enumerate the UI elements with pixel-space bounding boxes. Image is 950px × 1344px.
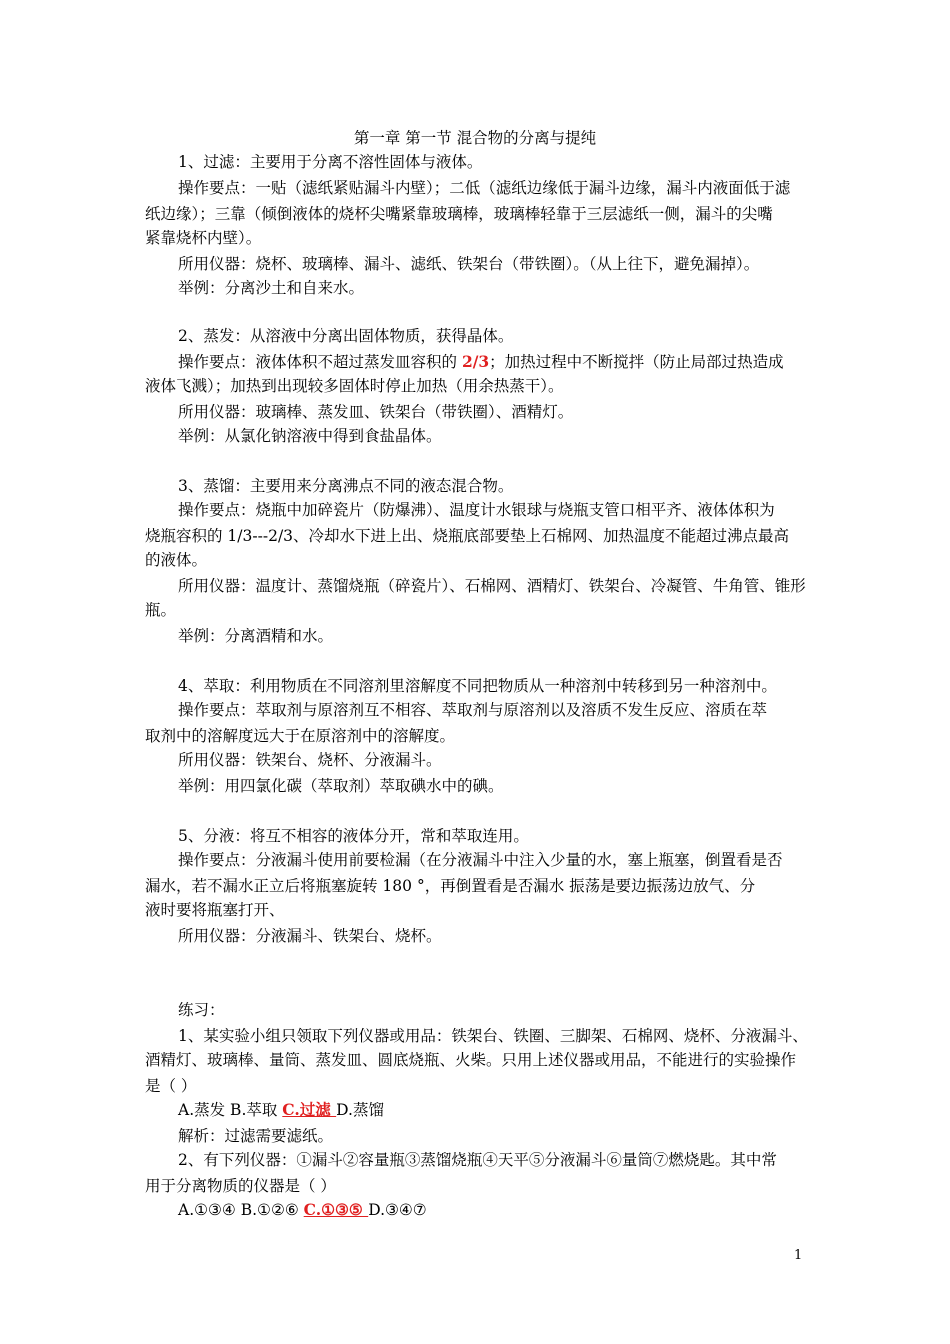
text-line: 举例：分离酒精和水。 <box>178 627 334 645</box>
text-line: 液时要将瓶塞打开、 <box>145 901 285 919</box>
text-line: 所用仪器：烧杯、玻璃棒、漏斗、滤纸、铁架台（带铁圈）。（从上往下，避免漏掉）。 <box>178 255 760 273</box>
text-line: 液体飞溅）；加热到出现较多固体时停止加热（用余热蒸干）。 <box>145 377 564 395</box>
text-segment: 操作要点：液体体积不超过蒸发皿容积的 <box>178 353 462 371</box>
text-line: 是（ ） <box>145 1077 197 1095</box>
text-line <box>178 352 784 372</box>
text-line: 3、蒸馏：主要用来分离沸点不同的液态混合物。 <box>178 477 514 495</box>
text-line: 用于分离物质的仪器是（ ） <box>145 1177 336 1195</box>
text-line: 酒精灯、玻璃棒、量筒、蒸发皿、圆底烧瓶、火柴。只用上述仪器或用品，不能进行的实验操作 <box>145 1051 797 1069</box>
text-line: 练习： <box>178 1001 225 1019</box>
text-line: 1、过滤：主要用于分离不溶性固体与液体。 <box>178 153 483 171</box>
text-line: 烧瓶容积的 1/3---2/3、冷却水下进上出、烧瓶底部要垫上石棉网、加热温度不能超过沸点最高 <box>145 527 790 545</box>
text-line: 操作要点：分液漏斗使用前要检漏（在分液漏斗中注入少量的水，塞上瓶塞，倒置看是否 <box>178 851 783 869</box>
text-line: 操作要点：一贴（滤纸紧贴漏斗内壁）；二低（滤纸边缘低于漏斗边缘，漏斗内液面低于滤 <box>178 179 791 197</box>
text-line: 举例：用四氯化碳（萃取剂）萃取碘水中的碘。 <box>178 777 504 795</box>
text-line: 漏水，若不漏水正立后将瓶塞旋转 180 °，再倒置看是否漏水 振荡是要边振荡边放气、分 <box>145 877 756 895</box>
text-line: 所用仪器：温度计、蒸馏烧瓶（碎瓷片）、石棉网、酒精灯、铁架台、冷凝管、牛角管、锥形 <box>178 577 806 595</box>
text-line: 举例：分离沙土和自来水。 <box>178 279 365 297</box>
text-line <box>178 1100 384 1120</box>
text-line: 举例：从氯化钠溶液中得到食盐晶体。 <box>178 427 442 445</box>
text-line: 1、某实验小组只领取下列仪器或用品：铁架台、铁圈、三脚架、石棉网、烧杯、分液漏斗、 <box>178 1027 808 1045</box>
text-line: 纸边缘）；三靠（倾倒液体的烧杯尖嘴紧靠玻璃棒，玻璃棒轻靠于三层滤纸一侧，漏斗的尖嘴 <box>145 205 773 223</box>
text-segment: A.①③④ B.①②⑥ <box>178 1201 304 1219</box>
text-line: 操作要点：烧瓶中加碎瓷片（防爆沸）、温度计水银球与烧瓶支管口相平齐、液体体积为 <box>178 501 775 519</box>
text-line: 2、蒸发：从溶液中分离出固体物质，获得晶体。 <box>178 327 514 345</box>
text-line: 2、有下列仪器：①漏斗②容量瓶③蒸馏烧瓶④天平⑤分液漏斗⑥量筒⑦燃烧匙。其中常 <box>178 1151 777 1169</box>
text-segment: ；加热过程中不断搅拌（防止局部过热造成 <box>489 353 784 371</box>
highlight-text: 2/3 <box>461 352 490 371</box>
text-line <box>178 1200 427 1220</box>
text-line: 4、萃取：利用物质在不同溶剂里溶解度不同把物质从一种溶剂中转移到另一种溶剂中。 <box>178 677 777 695</box>
answer-highlight: C.①③⑤ <box>303 1200 369 1219</box>
text-segment: D.③④⑦ <box>368 1201 427 1219</box>
page-number: 1 <box>794 1248 803 1263</box>
text-line: 瓶。 <box>145 601 177 619</box>
text-line: 的液体。 <box>145 551 208 569</box>
answer-highlight: C.过滤 <box>282 1100 337 1119</box>
text-line: 5、分液：将互不相容的液体分开，常和萃取连用。 <box>178 827 529 845</box>
text-line: 所用仪器：分液漏斗、铁架台、烧杯。 <box>178 927 442 945</box>
text-line: 操作要点：萃取剂与原溶剂互不相容、萃取剂与原溶剂以及溶质不发生反应、溶质在萃 <box>178 701 768 719</box>
text-segment: A.蒸发 B.萃取 <box>178 1101 283 1119</box>
page-title: 第一章 第一节 混合物的分离与提纯 <box>353 129 597 147</box>
text-line: 所用仪器：玻璃棒、蒸发皿、铁架台（带铁圈）、酒精灯。 <box>178 403 574 421</box>
text-segment: D.蒸馏 <box>336 1101 384 1119</box>
text-line: 取剂中的溶解度远大于在原溶剂中的溶解度。 <box>145 727 456 745</box>
text-line: 紧靠烧杯内壁）。 <box>145 229 262 247</box>
text-line: 所用仪器：铁架台、烧杯、分液漏斗。 <box>178 751 442 769</box>
text-line: 解析：过滤需要滤纸。 <box>178 1127 334 1145</box>
